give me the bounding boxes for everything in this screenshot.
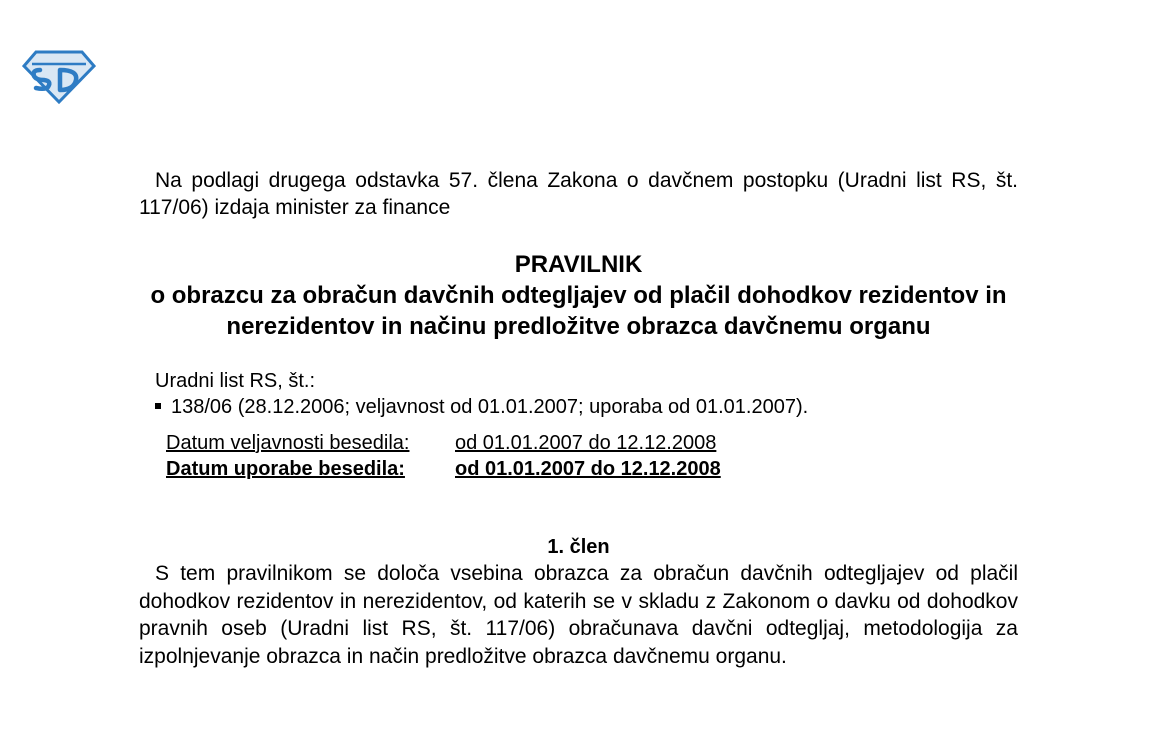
validity-value: od 01.01.2007 do 12.12.2008: [455, 432, 717, 454]
usage-value: od 01.01.2007 do 12.12.2008: [455, 458, 721, 480]
sd-diamond-logo-icon: [22, 50, 96, 104]
title-subtitle: o obrazcu za obračun davčnih odtegljajev od plačil dohodkov rezidentov in nerezidentov in načinu predložitve obrazca davčnemu organu: [150, 282, 1007, 340]
document-page: [139, 167, 1018, 670]
title-main: PRAVILNIK: [514, 251, 643, 278]
bullet-icon: [155, 403, 161, 409]
usage-label: Datum uporabe besedila:: [166, 458, 405, 480]
list-item: [155, 394, 1018, 420]
gazette-item-text: 138/06 (28.12.2006; veljavnost od 01.01.2007; uporaba od 01.01.2007).: [171, 396, 809, 418]
validity-label: Datum veljavnosti besedila:: [166, 432, 410, 454]
intro-paragraph: Na podlagi drugega odstavka 57. člena Zakona o davčnem postopku (Uradni list RS, št. 117/06) izdaja minister za finance: [139, 169, 1018, 219]
usage-row: [166, 456, 1018, 482]
gazette-label: Uradni list RS, št.:: [155, 370, 316, 392]
document-title: [139, 249, 1018, 342]
article-title: 1. člen: [547, 536, 610, 558]
validity-row: [166, 430, 1018, 456]
gazette-section: [139, 368, 1018, 420]
validity-section: [139, 430, 1018, 482]
article-body: S tem pravilnikom se določa vsebina obrazca za obračun davčnih odtegljajev od plačil dohodkov rezidentov in nerezidentov, od katerih se v skladu z Zakonom o davku od dohodkov pravnih oseb (Uradni list RS, št. 117/06) obračunava davčni odtegljaj, metodologija za izpolnjevanje obrazca in način predložitve obrazca davčnemu organu.: [139, 562, 1018, 668]
